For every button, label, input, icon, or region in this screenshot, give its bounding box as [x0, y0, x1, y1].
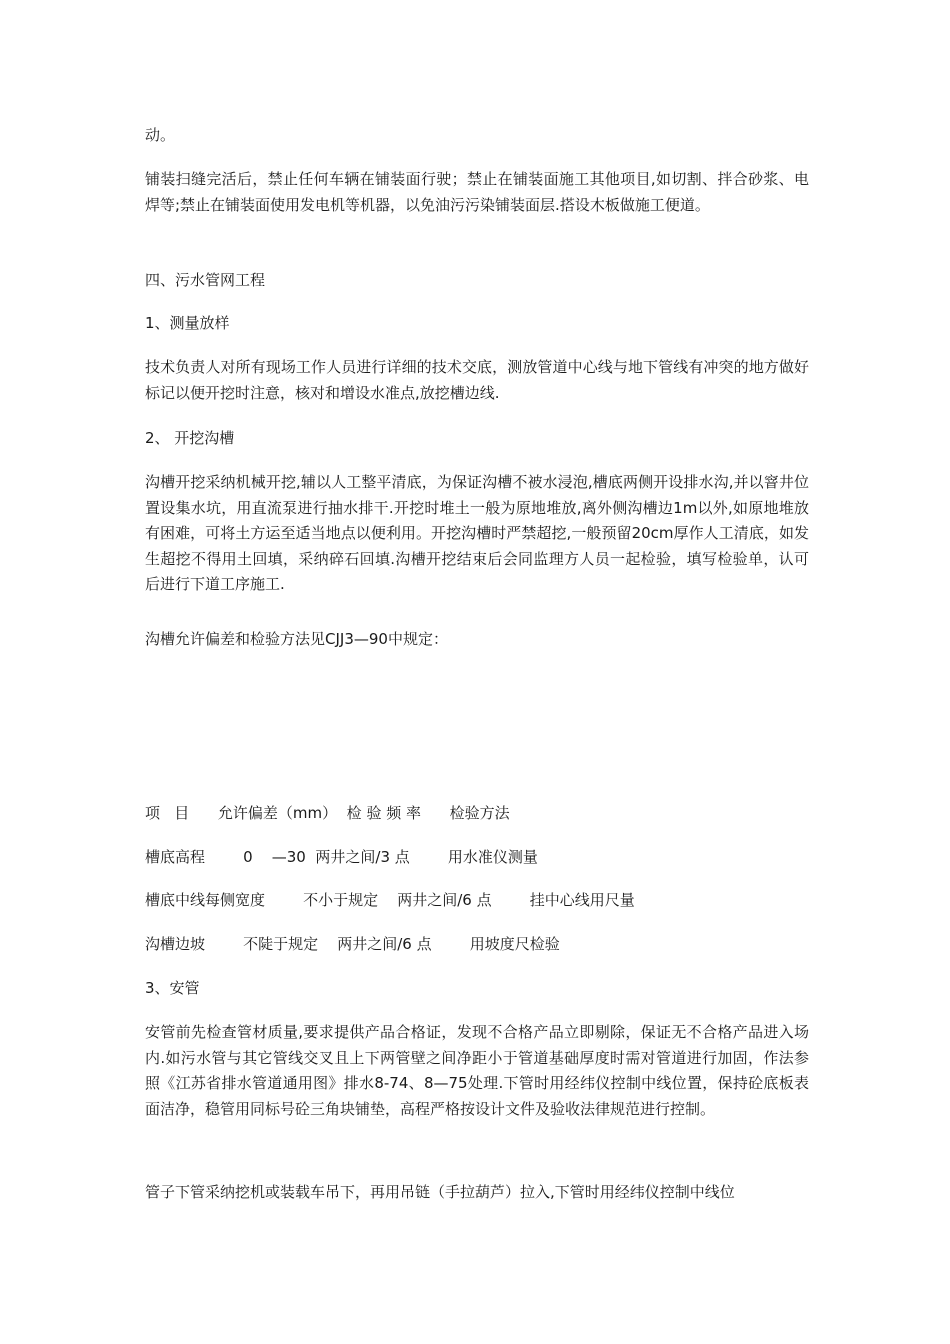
subheading-trench: 2、 开挖沟槽 [145, 429, 235, 447]
paragraph-continuation: 动。 [145, 126, 176, 144]
paragraph-paving-rules: 铺装扫缝完活后，禁止任何车辆在铺装面行驶；禁止在铺装面施工其他项目,如切割、拌合砂浆、电焊等;禁止在铺装面使用发电机等机器，以免油污污染铺装面层.搭设木板做施工便道。 [145, 170, 809, 214]
paragraph-tolerance-ref: 沟槽允许偏差和检验方法见CJJ3—90中规定： [145, 630, 448, 648]
table-row: 槽底中线每侧宽度 不小于规定 两井之间/6 点 挂中心线用尺量 [145, 891, 635, 909]
paragraph-trench: 沟槽开挖采纳机械开挖,辅以人工整平清底，为保证沟槽不被水浸泡,槽底两侧开设排水沟,并以窨井位置设集水坑，用直流泵进行抽水排干.开挖时堆土一般为原地堆放,离外侧沟槽边1m以外,如原地堆放有困难，可将土方运至适当地点以便利用。开挖沟槽时严禁超挖,一般预留20cm厚作人工清底，如发生超挖不得用土回填，采纳碎石回填.沟槽开挖结束后会同监理方人员一起检验，填写检验单，认可后进行下道工序施工. [145, 473, 809, 593]
document-page [145, 0, 809, 1344]
table-row: 沟槽边坡 不陡于规定 两井之间/6 点 用坡度尺检验 [145, 935, 560, 953]
table-header-row: 项 目 允许偏差（mm） 检 验 频 率 检验方法 [145, 804, 510, 822]
subheading-pipe-laying: 3、安管 [145, 979, 200, 997]
table-row: 槽底高程 0 —30 两井之间/3 点 用水准仪测量 [145, 848, 538, 866]
paragraph-pipe-lowering: 管子下管采纳挖机或装载车吊下，再用吊链（手拉葫芦）拉入,下管时用经纬仪控制中线位 [145, 1183, 735, 1201]
subheading-survey: 1、测量放样 [145, 314, 230, 332]
section-heading-sewer: 四、污水管网工程 [145, 271, 266, 289]
paragraph-survey: 技术负责人对所有现场工作人员进行详细的技术交底，测放管道中心线与地下管线有冲突的地方做好标记以便开挖时注意，核对和增设水准点,放挖槽边线. [145, 358, 809, 402]
paragraph-pipe-laying: 安管前先检查管材质量,要求提供产品合格证，发现不合格产品立即剔除，保证无不合格产品进入场内.如污水管与其它管线交叉且上下两管壁之间净距小于管道基础厚度时需对管道进行加固，作法参照《江苏省排水管道通用图》排水8-74、8—75处理.下管时用经纬仪控制中线位置，保持砼底板表面洁净，稳管用同标号砼三角块铺垫，高程严格按设计文件及验收法律规范进行控制。 [145, 1023, 809, 1118]
